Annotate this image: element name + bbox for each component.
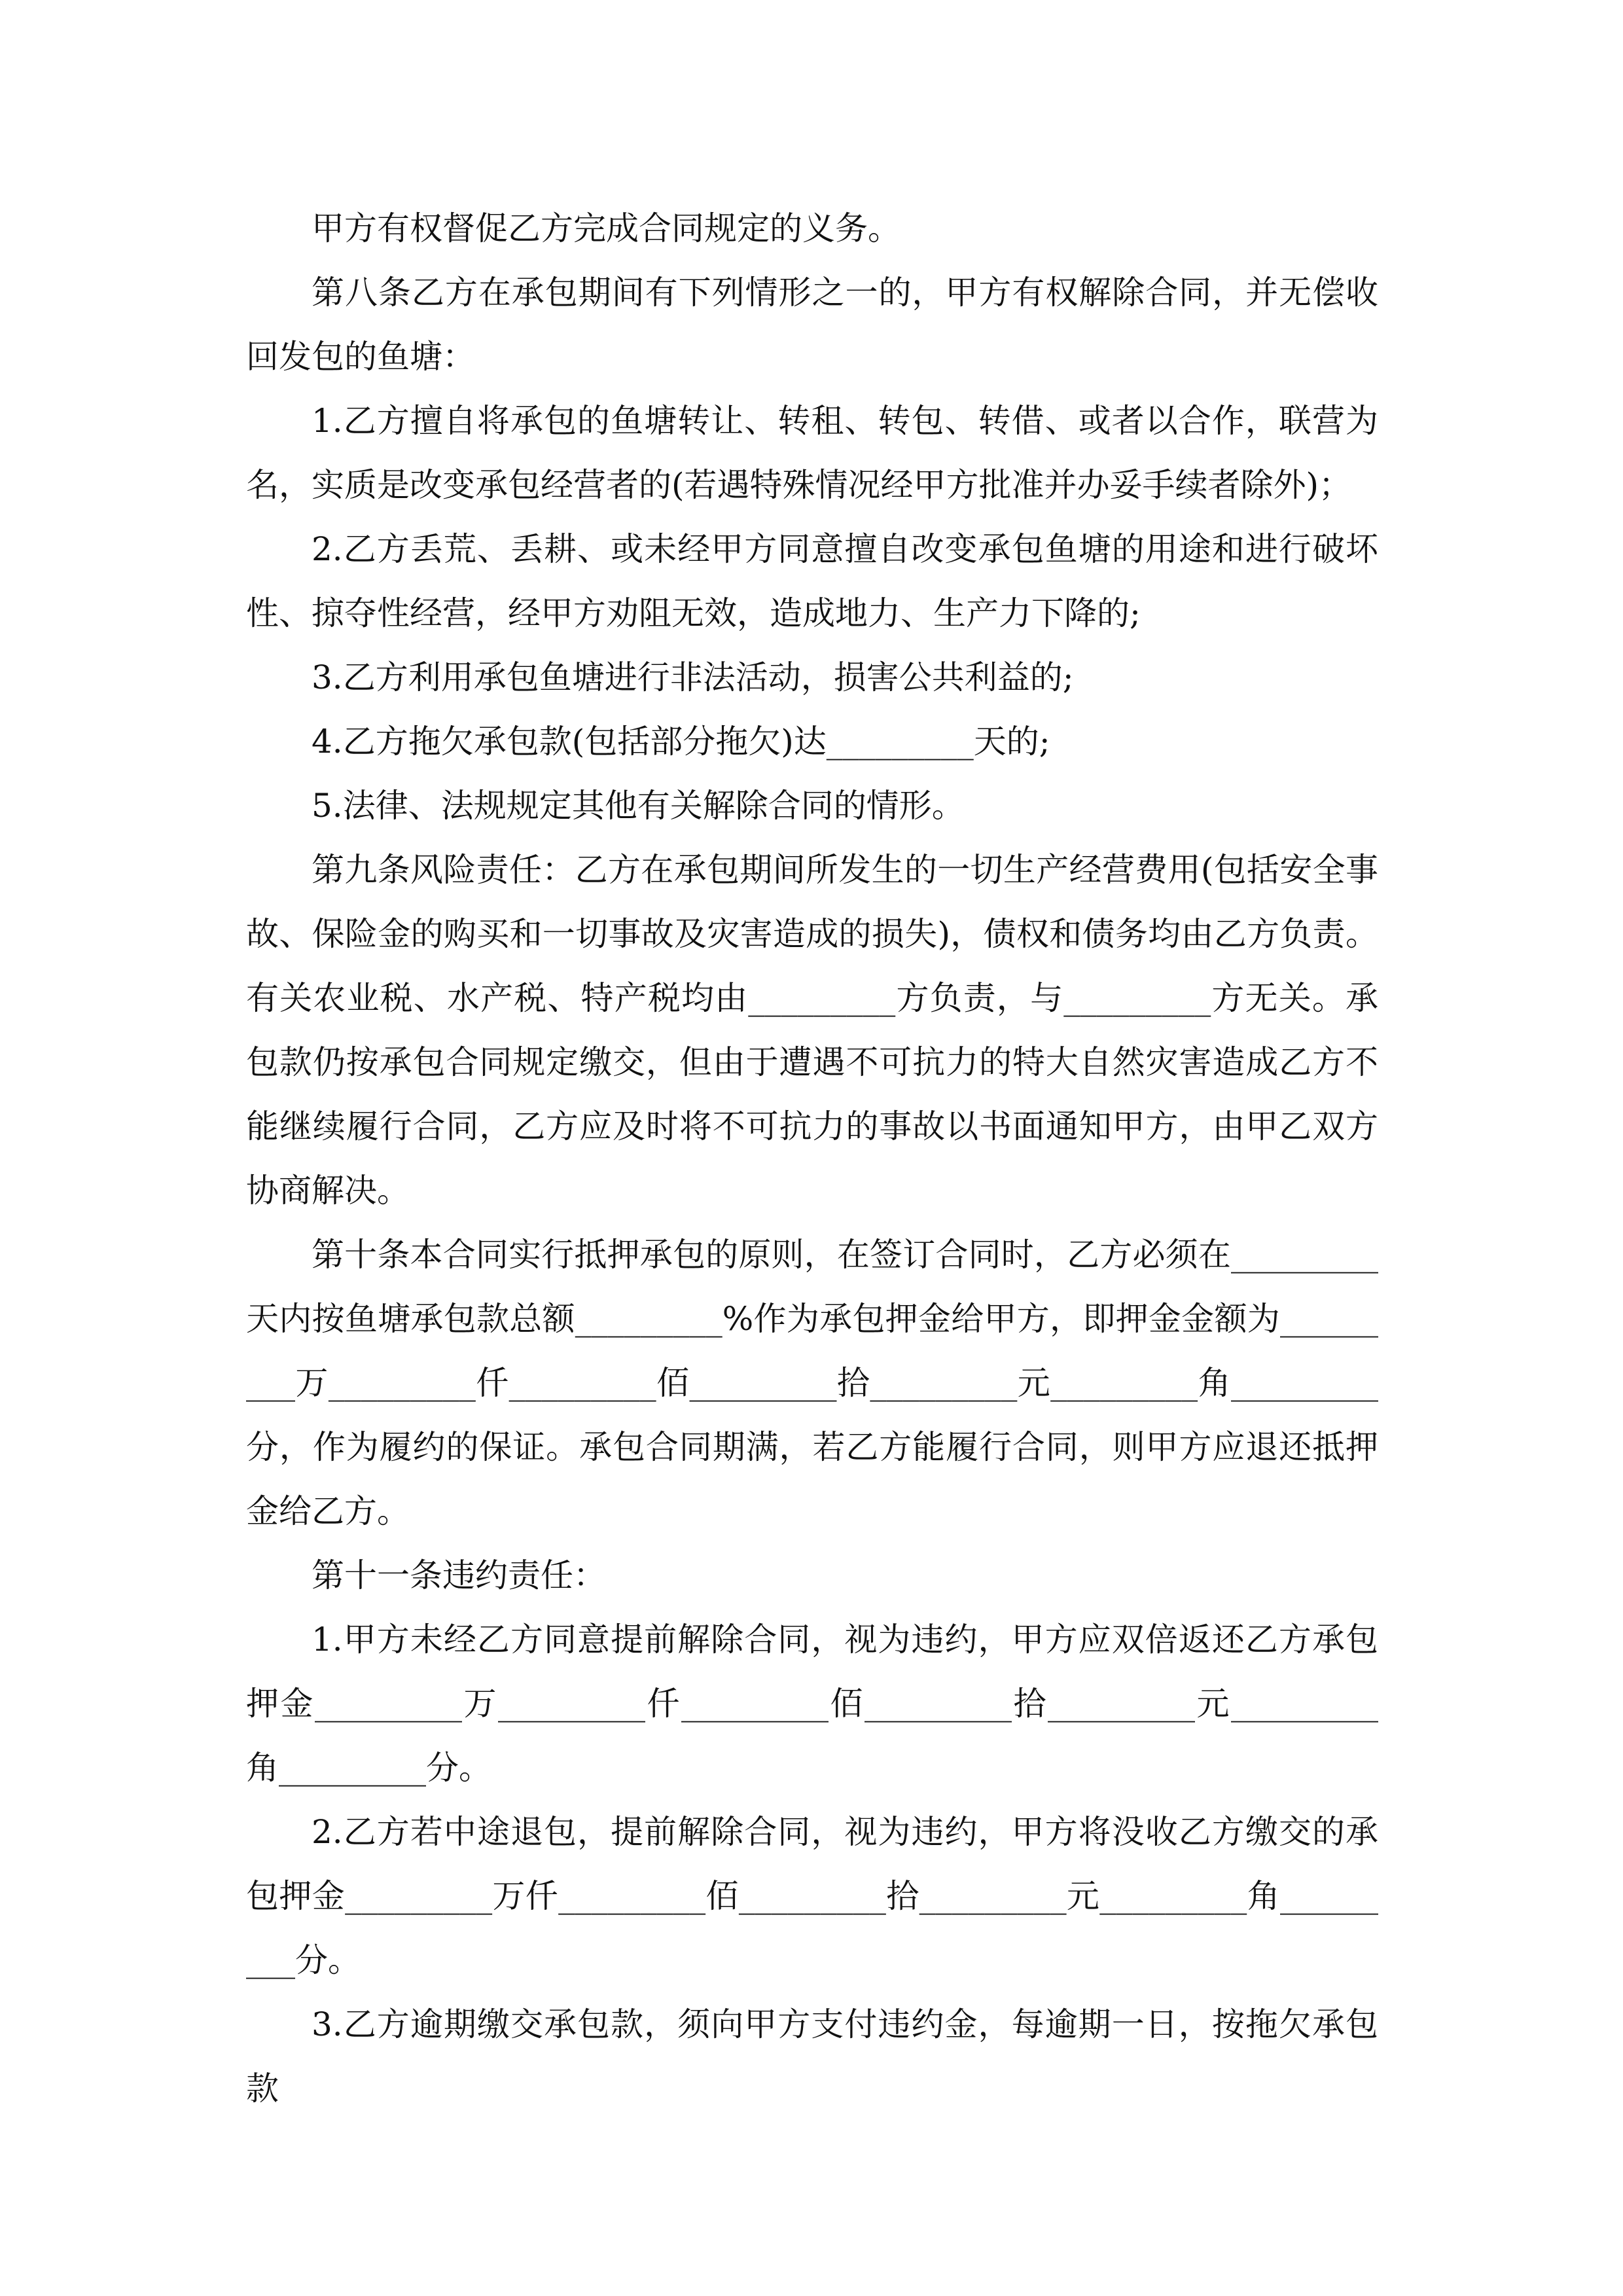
paragraph-article-8-item-2: 2.乙方丢荒、丢耕、或未经甲方同意擅自改变承包鱼塘的用途和进行破坏性、掠夺性经营，经甲方劝阻无效，造成地力、生产力下降的; <box>246 530 1378 632</box>
paragraph-article-8-item-1: 1.乙方擅自将承包的鱼塘转让、转租、转包、转借、或者以合作，联营为名，实质是改变承包经营者的(若遇特殊情况经甲方批准并办妥手续者除外)； <box>246 402 1378 504</box>
paragraph-article-11-item-2: 2.乙方若中途退包，提前解除合同，视为违约，甲方将没收乙方缴交的承包押金_________万仟_________佰_________拾_________元_________角_________分。 <box>246 1813 1378 1979</box>
paragraph-article-8-item-3: 3.乙方利用承包鱼塘进行非法活动，损害公共利益的; <box>312 658 1074 696</box>
paragraph-article-8-item-5: 5.法律、法规规定其他有关解除合同的情形。 <box>312 787 965 825</box>
paragraph-article-8-item-4: 4.乙方拖欠承包款(包括部分拖欠)达_________天的; <box>312 723 1050 761</box>
paragraph-obligation: 甲方有权督促乙方完成合同规定的义务。 <box>312 209 901 247</box>
paragraph-article-11-item-3: 3.乙方逾期缴交承包款，须向甲方支付违约金，每逾期一日，按拖欠承包款 <box>246 2005 1378 2108</box>
document-body <box>246 196 1378 2121</box>
paragraph-article-9: 第九条风险责任：乙方在承包期间所发生的一切生产经营费用(包括安全事故、保险金的购买和一切事故及灾害造成的损失)，债权和债务均由乙方负责。有关农业税、水产税、特产税均由_________方负责，与_________方无关。承包款仍按承包合同规定缴交，但由于遭遇不可抗力的特大自然灾害造成乙方不能继续履行合同，乙方应及时将不可抗力的事故以书面通知甲方，由甲乙双方协商解决。 <box>246 851 1378 1210</box>
paragraph-article-10: 第十条本合同实行抵押承包的原则，在签订合同时，乙方必须在_________天内按鱼塘承包款总额_________%作为承包押金给甲方，即押金金额为_________万_________仟_________佰_________拾_________元_________角_________分，作为履约的保证。承包合同期满，若乙方能履行合同，则甲方应退还抵押金给乙方。 <box>246 1236 1378 1530</box>
paragraph-article-11-item-1: 1.甲方未经乙方同意提前解除合同，视为违约，甲方应双倍返还乙方承包押金_________万_________仟_________佰_________拾_________元_________角_________分。 <box>246 1621 1378 1787</box>
paragraph-article-11: 第十一条违约责任： <box>312 1556 606 1594</box>
paragraph-article-8: 第八条乙方在承包期间有下列情形之一的，甲方有权解除合同，并无偿收回发包的鱼塘： <box>246 274 1378 376</box>
